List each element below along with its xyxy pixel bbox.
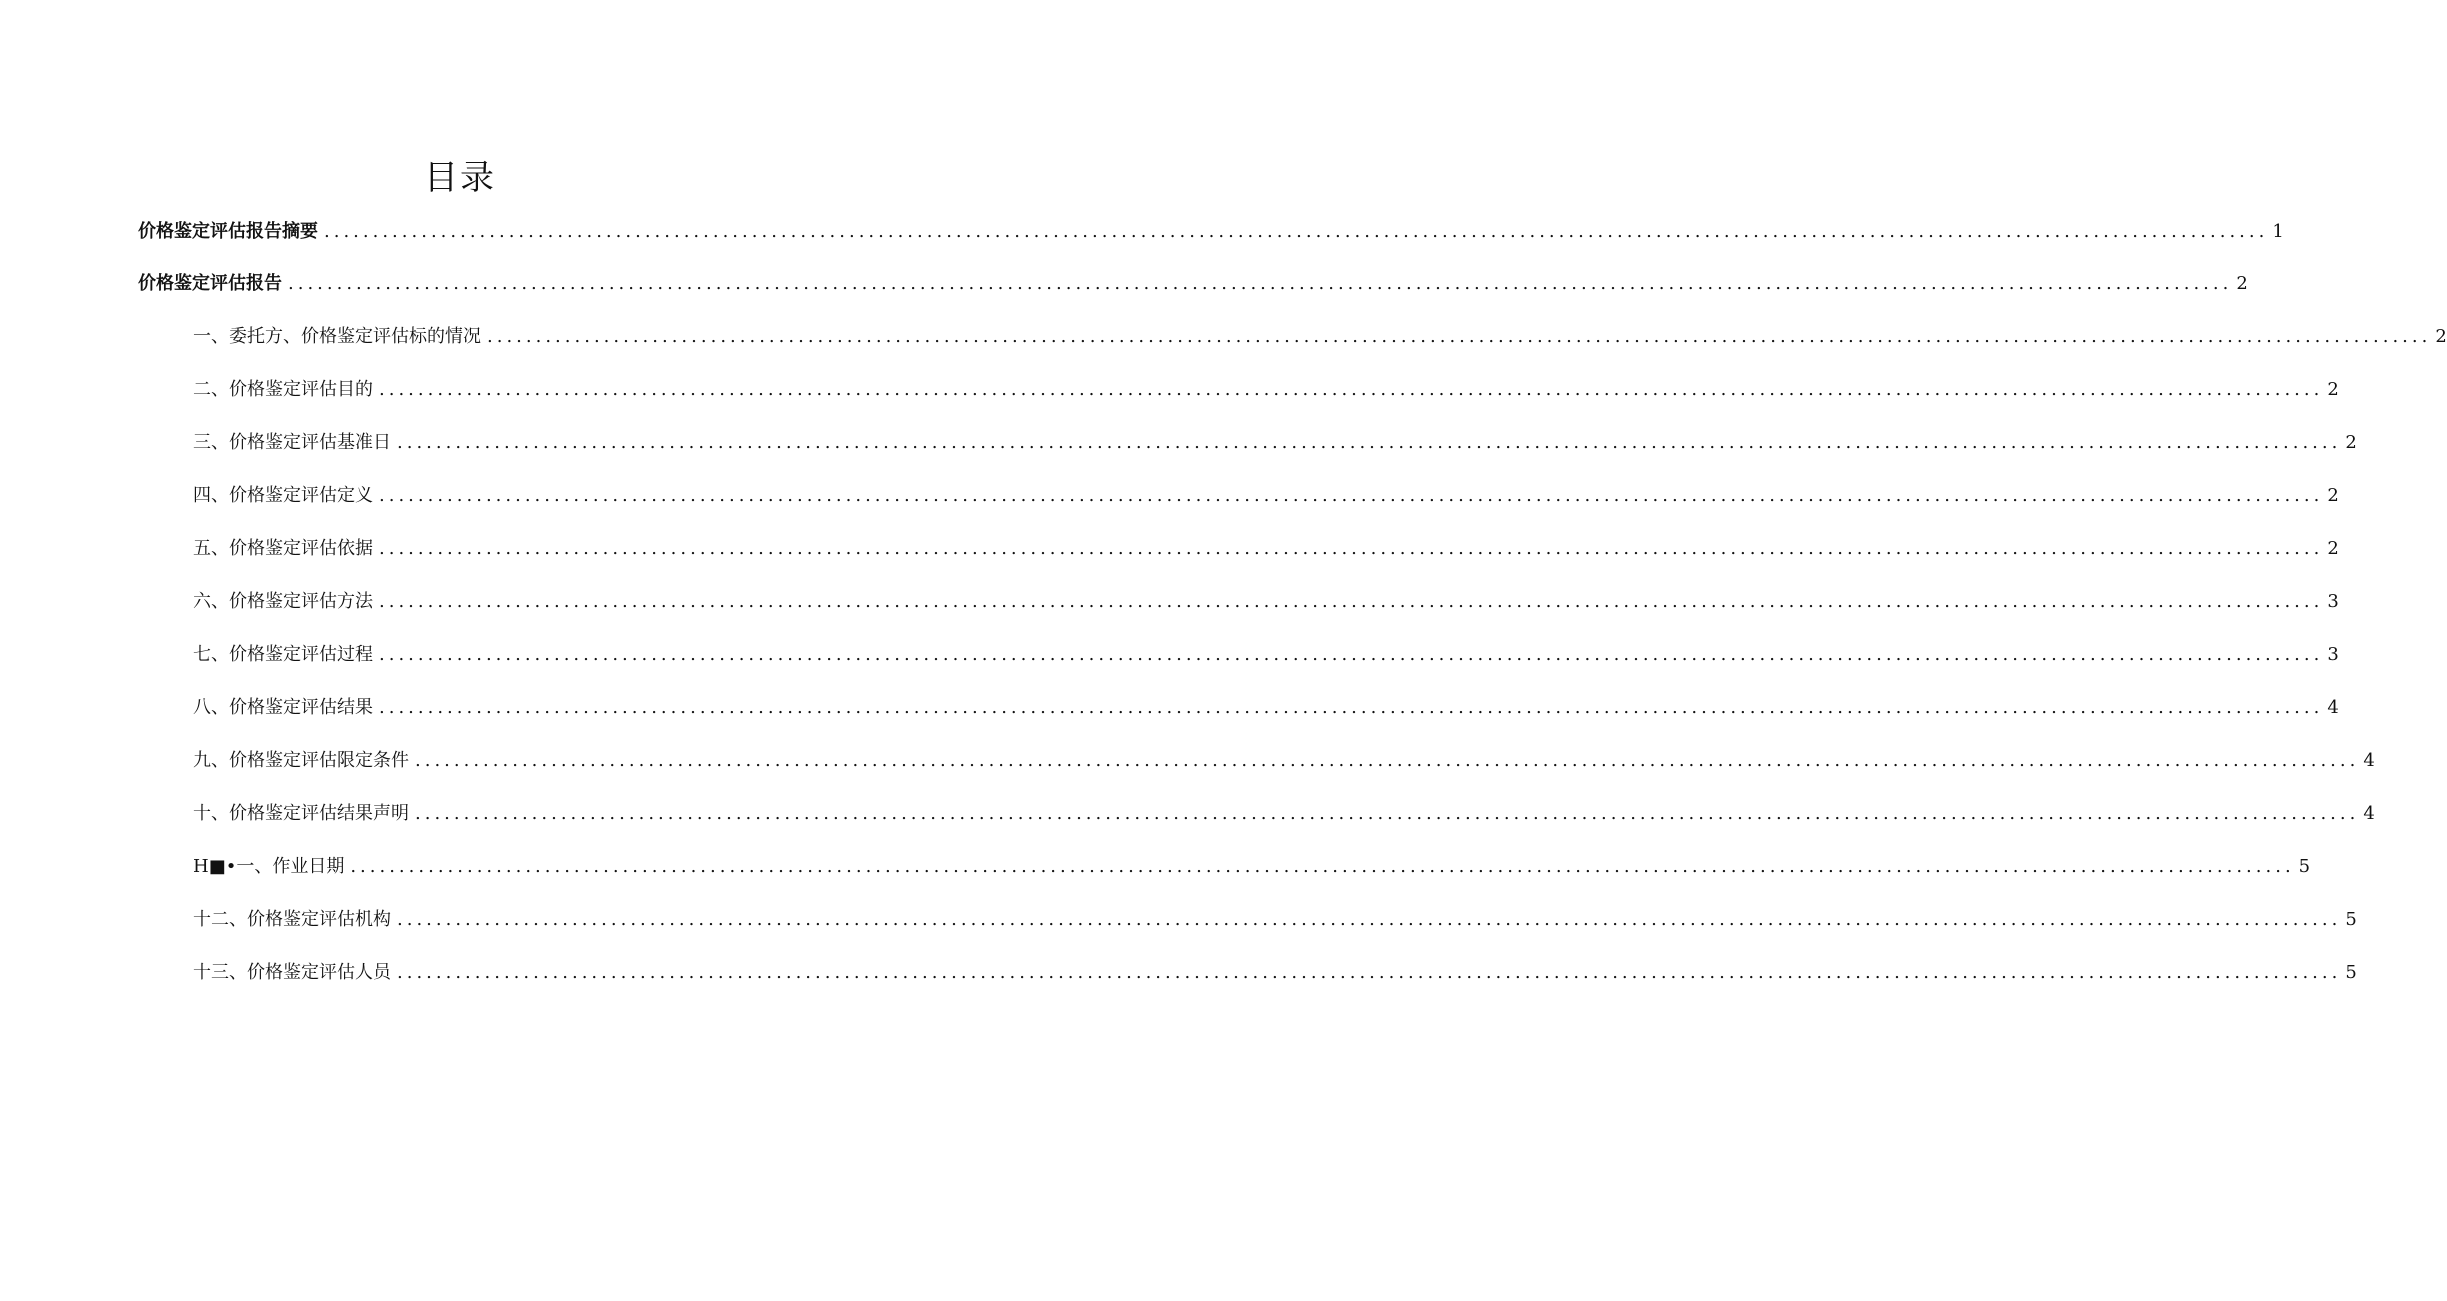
toc-entry-label: 价格鉴定评估报告 (138, 273, 282, 294)
toc-dot-leader: ........................................................................................................................................................................................................ (415, 803, 2360, 824)
toc-entry-label: 三、价格鉴定评估基准日 (193, 432, 391, 453)
toc-dot-leader: ........................................................................................................................................................................................................ (415, 750, 2360, 771)
toc-entry-page-number: 2 (2435, 326, 2447, 347)
toc-entry[interactable] (193, 533, 2339, 565)
toc-entry-label: H■•一、作业日期 (193, 856, 345, 877)
toc-dot-leader: ........................................................................................................................................................................................................ (397, 909, 2342, 930)
toc-entry-label: 九、价格鉴定评估限定条件 (193, 750, 409, 771)
toc-entry[interactable] (193, 374, 2339, 406)
toc-entry-page-number: 1 (2272, 221, 2284, 242)
toc-entry[interactable] (138, 216, 2284, 248)
toc-dot-leader: ........................................................................................................................................................................................................ (350, 856, 2295, 877)
toc-entry-page-number: 3 (2327, 591, 2339, 612)
toc-entry-label: 二、价格鉴定评估目的 (193, 379, 373, 400)
toc-entry-label: 十二、价格鉴定评估机构 (193, 909, 391, 930)
toc-entry[interactable] (193, 692, 2339, 724)
toc-dot-leader: ........................................................................................................................................................................................................ (379, 697, 2324, 718)
toc-entry-label: 七、价格鉴定评估过程 (193, 644, 373, 665)
toc-entry-page-number: 4 (2363, 803, 2375, 824)
toc-entry[interactable] (193, 480, 2339, 512)
toc-entry[interactable] (138, 268, 2248, 300)
toc-dot-leader: ........................................................................................................................................................................................................ (397, 432, 2342, 453)
toc-entry-label: 十、价格鉴定评估结果声明 (193, 803, 409, 824)
toc-entry-label: 十三、价格鉴定评估人员 (193, 962, 391, 983)
toc-dot-leader: ........................................................................................................................................................................................................ (379, 591, 2324, 612)
toc-entry-page-number: 5 (2298, 856, 2311, 877)
toc-entry-label: 五、价格鉴定评估依据 (193, 538, 373, 559)
toc-dot-leader: ........................................................................................................................................................................................................ (379, 379, 2324, 400)
toc-entry[interactable] (193, 745, 2375, 777)
toc-entry-page-number: 3 (2327, 644, 2339, 665)
toc-dot-leader: ........................................................................................................................................................................................................ (379, 644, 2324, 665)
toc-entry-page-number: 2 (2236, 273, 2248, 294)
toc-entry[interactable] (193, 798, 2375, 830)
toc-dot-leader: ........................................................................................................................................................................................................ (288, 273, 2233, 294)
toc-entry-label: 六、价格鉴定评估方法 (193, 591, 373, 612)
toc-entry-page-number: 2 (2327, 485, 2339, 506)
toc-entry-page-number: 4 (2363, 750, 2375, 771)
toc-dot-leader: ........................................................................................................................................................................................................ (397, 962, 2342, 983)
toc-entry-label: 八、价格鉴定评估结果 (193, 697, 373, 718)
toc-entry[interactable] (193, 957, 2357, 989)
toc-entry-page-number: 2 (2327, 379, 2339, 400)
toc-entry-page-number: 2 (2345, 432, 2357, 453)
toc-entry[interactable] (193, 904, 2357, 936)
toc-title: 目录 (424, 158, 496, 198)
toc-entry-page-number: 5 (2345, 962, 2357, 983)
toc-entry[interactable] (193, 639, 2339, 671)
toc-entry[interactable] (193, 321, 2447, 353)
toc-entry-page-number: 4 (2327, 697, 2339, 718)
toc-entry-label: 四、价格鉴定评估定义 (193, 485, 373, 506)
toc-dot-leader: ........................................................................................................................................................................................................ (379, 485, 2324, 506)
toc-dot-leader: ........................................................................................................................................................................................................ (487, 326, 2432, 347)
toc-entry[interactable] (193, 586, 2339, 618)
toc-entry[interactable] (193, 851, 2311, 883)
toc-entry-page-number: 2 (2327, 538, 2339, 559)
toc-entry-label: 一、委托方、价格鉴定评估标的情况 (193, 326, 481, 347)
toc-dot-leader: ........................................................................................................................................................................................................ (324, 221, 2269, 242)
toc-dot-leader: ........................................................................................................................................................................................................ (379, 538, 2324, 559)
toc-entry[interactable] (193, 427, 2357, 459)
toc-entry-label: 价格鉴定评估报告摘要 (138, 221, 318, 242)
toc-entry-page-number: 5 (2345, 909, 2357, 930)
